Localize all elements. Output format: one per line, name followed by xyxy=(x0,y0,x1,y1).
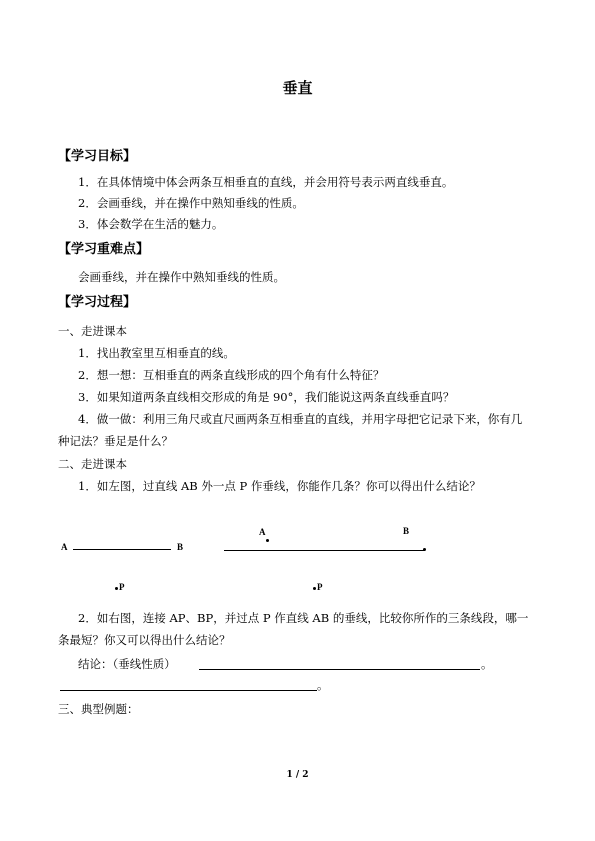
left-figure-label-p: P xyxy=(119,582,125,592)
right-figure-label-p: P xyxy=(317,582,323,592)
left-figure-label-b: B xyxy=(177,542,184,552)
process-heading: 【学习过程】 xyxy=(58,295,137,310)
part2-item-2-line-1: 2．如右图，连接 AP、BP，并过点 P 作直线 AB 的垂线，比较你所作的三条线段，哪一 xyxy=(78,611,529,625)
right-figure-line-ab xyxy=(224,550,425,551)
left-figure-line-ab xyxy=(73,549,171,550)
part1-item-3: 3．如果知道两条直线相交形成的角是 90°，我们能说这两条直线垂直吗？ xyxy=(78,390,455,404)
page-number: 1 / 2 xyxy=(286,770,309,780)
right-figure-label-a: A xyxy=(259,527,266,537)
right-figure-point-b xyxy=(423,548,426,551)
part1-title: 一、走进课本 xyxy=(58,324,127,338)
part2-title: 二、走进课本 xyxy=(58,457,127,471)
conclusion-period-2: 。 xyxy=(317,678,329,692)
part1-item-1: 1．找出教室里互相垂直的线。 xyxy=(78,346,235,360)
goal-item-3: 3．体会数学在生活的魅力。 xyxy=(78,217,224,231)
part3-title: 三、典型例题： xyxy=(58,702,139,716)
right-figure-label-b: B xyxy=(403,526,410,536)
goals-heading: 【学习目标】 xyxy=(58,149,137,164)
part1-item-4-cont: 种记法？垂足是什么？ xyxy=(58,434,173,448)
page-title: 垂直 xyxy=(282,79,313,97)
goal-item-1: 1．在具体情境中体会两条互相垂直的直线，并会用符号表示两直线垂直。 xyxy=(78,175,454,189)
conclusion-period-1: 。 xyxy=(481,657,493,671)
part2-item-1: 1．如左图，过直线 AB 外一点 P 作垂线，你能作几条？你可以得出什么结论？ xyxy=(78,479,481,493)
left-figure-label-a: A xyxy=(61,542,68,552)
conclusion-blank-1 xyxy=(199,669,480,670)
conclusion-label: 结论：（垂线性质） xyxy=(78,657,176,671)
key-points-text: 会画垂线，并在操作中熟知垂线的性质。 xyxy=(78,270,285,284)
right-figure-point-p xyxy=(313,587,316,590)
part1-item-4: 4．做一做：利用三角尺或直尺画两条互相垂直的直线，并用字母把它记录下来，你有几 xyxy=(78,412,523,426)
conclusion-blank-2 xyxy=(60,690,317,691)
left-figure-point-p xyxy=(115,587,118,590)
goal-item-2: 2．会画垂线，并在操作中熟知垂线的性质。 xyxy=(78,196,304,210)
part1-item-2: 2．想一想：互相垂直的两条直线形成的四个角有什么特征？ xyxy=(78,368,385,382)
part2-item-2-line-2: 条最短？你又可以得出什么结论？ xyxy=(58,633,231,647)
key-points-heading: 【学习重难点】 xyxy=(58,242,150,257)
right-figure-point-a xyxy=(266,539,269,542)
